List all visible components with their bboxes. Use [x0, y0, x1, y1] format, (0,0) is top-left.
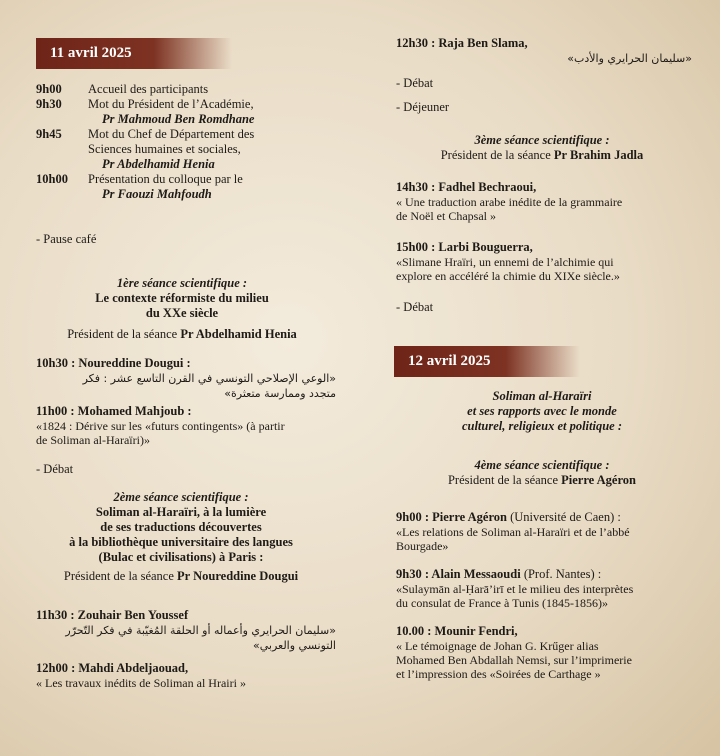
opening-schedule: [36, 82, 336, 202]
dejeuner: - Déjeuner: [396, 100, 450, 114]
president-name: Pr Noureddine Dougui: [177, 569, 299, 583]
theme-line: culturel, religieux et politique :: [461, 419, 623, 433]
schedule-text: Mot du Chef de Département des: [88, 127, 255, 141]
session1-title: 1ère séance scientifique :: [116, 276, 248, 290]
talk-affiliation: (Université de Caen) :: [506, 510, 621, 524]
debat-1: - Débat: [36, 462, 74, 476]
president-label: Président de la séance: [63, 569, 178, 583]
talk-title: du consulat de France à Tunis (1845-1856)»: [396, 596, 608, 610]
talk-title: «الوعي الإصلاحي التونسي في القرن التاسع عشر : فكر: [82, 372, 336, 385]
schedule-text: Sciences humaines et sociales,: [88, 142, 241, 156]
talk-speaker: 9h30 : Alain Messaoudi: [396, 567, 521, 581]
theme-line: Soliman al-Haraïri: [492, 389, 592, 403]
theme-line: et ses rapports avec le monde: [467, 404, 617, 418]
talk-title: متجدد وممارسة متعثرة»: [224, 387, 336, 400]
session1-subtitle: Le contexte réformiste du milieu: [95, 291, 269, 305]
session2-subtitle: Soliman al-Haraïri, à la lumière: [95, 505, 267, 519]
session4-president: [380, 473, 704, 488]
debat-2: - Débat: [396, 76, 434, 90]
talk-1430: [396, 180, 696, 223]
talk-title: «1824 : Dérive sur les «futurs contingents» (à partir: [36, 419, 285, 433]
schedule-time: 9h00: [36, 82, 62, 96]
talk-heading: 11h00 : Mohamed Mahjoub :: [36, 404, 192, 418]
talk-title: «Slimane Hraïri, un ennemi de l’alchimie qui: [396, 255, 614, 269]
schedule-person: Pr Faouzi Mahfoudh: [102, 187, 212, 201]
session2-subtitle: à la bibliothèque universitaire des langues: [69, 535, 293, 549]
talk-title: de Noël et Chapsal »: [396, 209, 496, 223]
talk-title: « Le témoignage de Johan G. Krűger alias: [396, 639, 599, 653]
schedule-time: 9h45: [36, 127, 62, 141]
talk-heading: 15h00 : Larbi Bouguerra,: [396, 240, 533, 254]
talk-title: «Les relations de Soliman al-Haraïri et de l’abbé: [396, 525, 630, 539]
talk-0930: [396, 567, 696, 610]
talk-heading: 12h30 : Raja Ben Slama,: [396, 36, 528, 50]
day1-banner: [36, 38, 232, 69]
talk-title: « Une traduction arabe inédite de la grammaire: [396, 195, 623, 209]
talk-title: Mohamed Ben Abdallah Nemsi, sur l’imprimerie: [396, 653, 632, 667]
talk-title: Bourgade»: [396, 539, 449, 553]
talk-1030: [36, 356, 336, 401]
session2-title: 2ème séance scientifique :: [113, 490, 249, 504]
session2-header: [16, 490, 346, 584]
session2-subtitle: (Bulac et civilisations) à Paris :: [98, 550, 264, 564]
schedule-text-row: [36, 142, 336, 157]
talk-heading: 11h30 : Zouhair Ben Youssef: [36, 608, 189, 622]
talk-1100: [36, 404, 336, 447]
session2-president: [16, 569, 346, 584]
talk-title: « Les travaux inédits de Soliman al Hrairi »: [36, 676, 246, 690]
president-label: Président de la séance: [447, 473, 562, 487]
session1-subtitle: du XXe siècle: [145, 306, 219, 320]
schedule-person-row: [36, 112, 336, 127]
schedule-time: 9h30: [36, 97, 62, 111]
session3-header: [380, 133, 704, 163]
talk-1000: [396, 624, 696, 681]
president-label: Président de la séance: [440, 148, 554, 162]
schedule-time: 10h00: [36, 172, 68, 186]
talk-heading: [396, 567, 696, 582]
schedule-person-row: [36, 157, 336, 172]
session1-header: [22, 276, 342, 342]
talk-title: التونسي والعربي»: [252, 639, 336, 652]
session3-title: 3ème séance scientifique :: [474, 133, 610, 147]
schedule-item: [36, 127, 336, 142]
talk-1230: [396, 36, 692, 66]
talk-heading: [396, 510, 696, 525]
schedule-text: Présentation du colloque par le: [88, 172, 243, 186]
president-label: Président de la séance: [67, 327, 181, 341]
talk-1500: [396, 240, 696, 283]
talk-title: «سليمان الحرايري والأدب»: [567, 52, 692, 65]
schedule-person: Pr Abdelhamid Henia: [102, 157, 215, 171]
president-name: Pierre Agéron: [561, 473, 637, 487]
session2-subtitle: de ses traductions découvertes: [100, 520, 262, 534]
president-name: Pr Abdelhamid Henia: [180, 327, 297, 341]
talk-title: et l’impression des «Soirées de Carthage »: [396, 667, 601, 681]
talk-title: «Sulaymān al-Ḥarā’irī et le milieu des interprètes: [396, 582, 634, 596]
session1-president: [22, 327, 342, 342]
talk-heading: 10h30 : Noureddine Dougui :: [36, 356, 191, 370]
talk-0900: [396, 510, 696, 553]
pause-cafe: - Pause café: [36, 232, 97, 246]
day2-theme: [380, 389, 704, 434]
talk-title: explore en accéléré la chimie du XIXe siècle.»: [396, 269, 620, 283]
schedule-text: Accueil des participants: [88, 82, 209, 96]
schedule-person: Pr Mahmoud Ben Romdhane: [102, 112, 255, 126]
session4-title: 4ème séance scientifique :: [474, 458, 610, 472]
schedule-item: [36, 97, 336, 112]
schedule-item: [36, 172, 336, 187]
day2-date: 12 avril 2025: [408, 353, 491, 369]
talk-title: de Soliman al-Haraïri)»: [36, 433, 150, 447]
talk-1130: [36, 608, 336, 653]
debat-3: - Débat: [396, 300, 434, 314]
president-name: Pr Brahim Jadla: [553, 148, 644, 162]
day2-banner: [394, 346, 580, 377]
session4-header: [380, 458, 704, 488]
talk-heading: 14h30 : Fadhel Bechraoui,: [396, 180, 537, 194]
session3-president: [380, 148, 704, 163]
talk-affiliation: (Prof. Nantes) :: [520, 567, 602, 581]
schedule-text: Mot du Président de l’Académie,: [88, 97, 254, 111]
schedule-item: [36, 82, 336, 97]
talk-speaker: 9h00 : Pierre Agéron: [396, 510, 507, 524]
talk-heading: 12h00 : Mahdi Abdeljaouad,: [36, 661, 189, 675]
schedule-person-row: [36, 187, 336, 202]
talk-title: «سليمان الحرايري وأعماله أو الحلقة المُغيّبة في فكر التّحرّر: [65, 624, 336, 637]
talk-1200: [36, 661, 336, 690]
day1-date: 11 avril 2025: [50, 45, 132, 61]
talk-heading: 10.00 : Mounir Fendri,: [396, 624, 518, 638]
